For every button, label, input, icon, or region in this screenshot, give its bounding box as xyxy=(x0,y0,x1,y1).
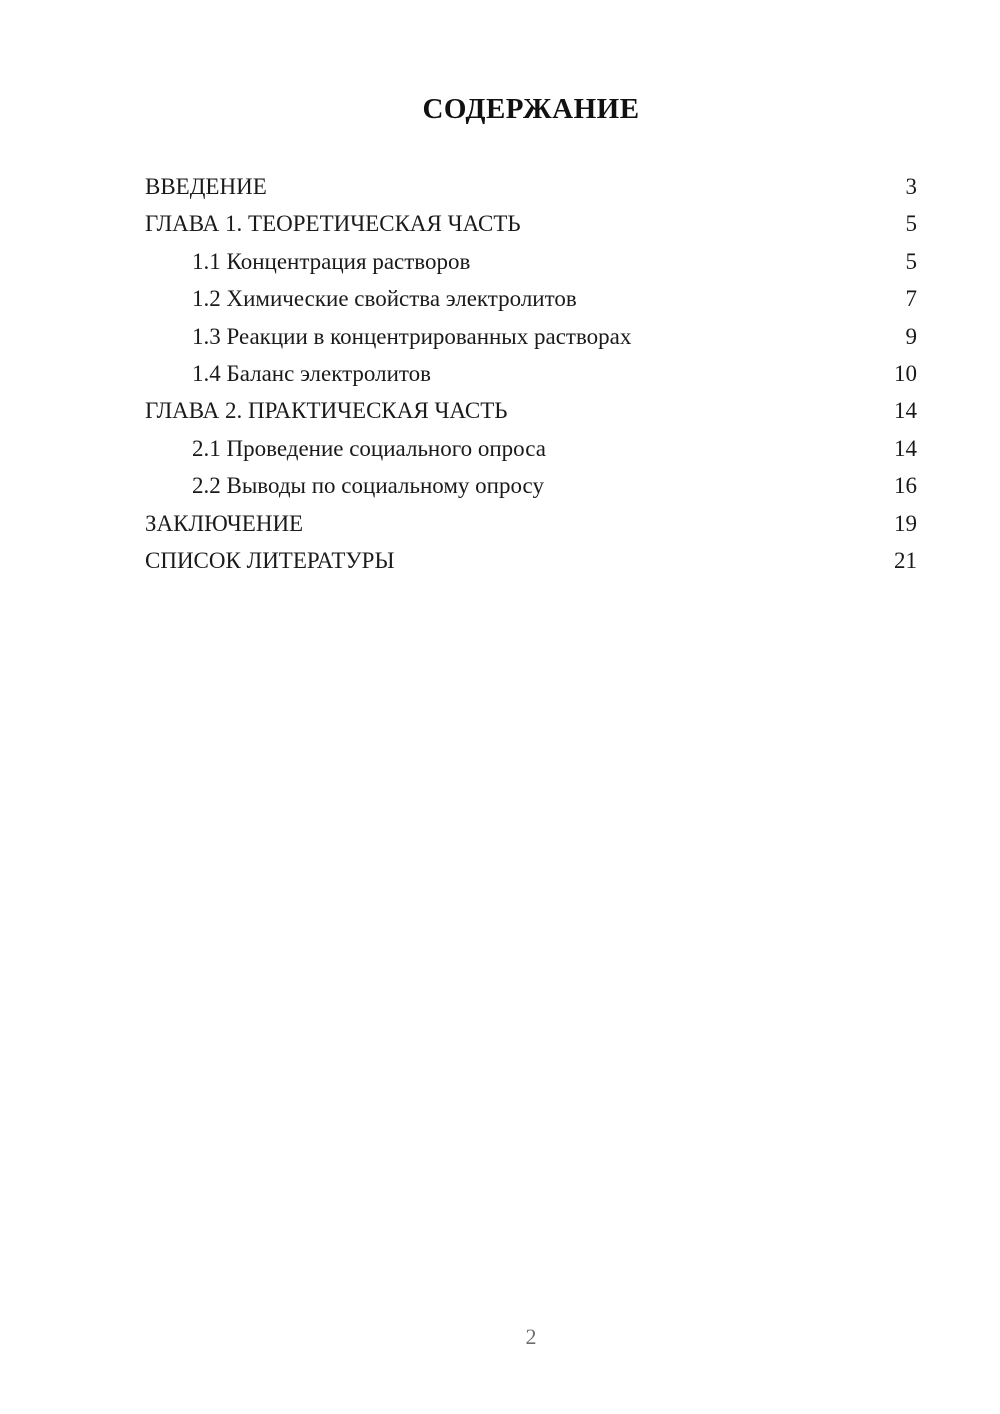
toc-entry-page-number: 16 xyxy=(894,473,917,499)
toc-entry-1-2 xyxy=(145,280,917,317)
toc-entry-page-number: 7 xyxy=(905,286,917,312)
toc-entry-label: ЗАКЛЮЧЕНИЕ xyxy=(145,510,304,536)
toc-entry-label: 1.3 Реакции в концентрированных растворах xyxy=(192,323,632,349)
toc-entry-label: ГЛАВА 1. ТЕОРЕТИЧЕСКАЯ ЧАСТЬ xyxy=(145,211,521,237)
page-content xyxy=(145,0,917,579)
toc-entry-page-number: 3 xyxy=(905,174,917,199)
toc-entry-page-number: 21 xyxy=(894,548,917,574)
toc-entry-1-4 xyxy=(145,355,917,392)
toc-entry-label: 1.4 Баланс электролитов xyxy=(192,361,432,387)
toc-entry-label: ВВЕДЕНИЕ xyxy=(145,174,267,199)
toc-entry-page-number: 10 xyxy=(894,361,917,387)
footer-page-number: 2 xyxy=(525,1324,537,1349)
toc-entry-2-1 xyxy=(145,430,917,467)
toc-entry-1-1 xyxy=(145,243,917,280)
toc-entry-page-number: 14 xyxy=(894,398,917,424)
toc-entry-label: 1.2 Химические свойства электролитов xyxy=(192,286,577,312)
toc-entry-spisok-literatury xyxy=(145,542,917,579)
toc-entry-page-number: 5 xyxy=(905,248,917,274)
toc-title: СОДЕРЖАНИЕ xyxy=(422,93,640,125)
table-of-contents xyxy=(145,168,917,579)
toc-entry-page-number: 9 xyxy=(905,323,917,349)
toc-entry-page-number: 5 xyxy=(905,211,917,237)
toc-entry-2-2 xyxy=(145,467,917,504)
toc-entry-label: ГЛАВА 2. ПРАКТИЧЕСКАЯ ЧАСТЬ xyxy=(145,398,508,424)
toc-entry-label: 2.1 Проведение социального опроса xyxy=(192,435,546,461)
toc-entry-glava-1 xyxy=(145,205,917,242)
toc-entry-vvedenie xyxy=(145,168,917,205)
toc-entry-glava-2 xyxy=(145,392,917,429)
toc-entry-page-number: 19 xyxy=(894,510,917,536)
toc-entry-label: 2.2 Выводы по социальному опросу xyxy=(192,473,544,499)
toc-entry-page-number: 14 xyxy=(894,435,917,461)
toc-entry-label: 1.1 Концентрация растворов xyxy=(192,248,471,274)
toc-entry-1-3 xyxy=(145,318,917,355)
toc-entry-label: СПИСОК ЛИТЕРАТУРЫ xyxy=(145,548,395,574)
toc-entry-zaklyuchenie xyxy=(145,505,917,542)
